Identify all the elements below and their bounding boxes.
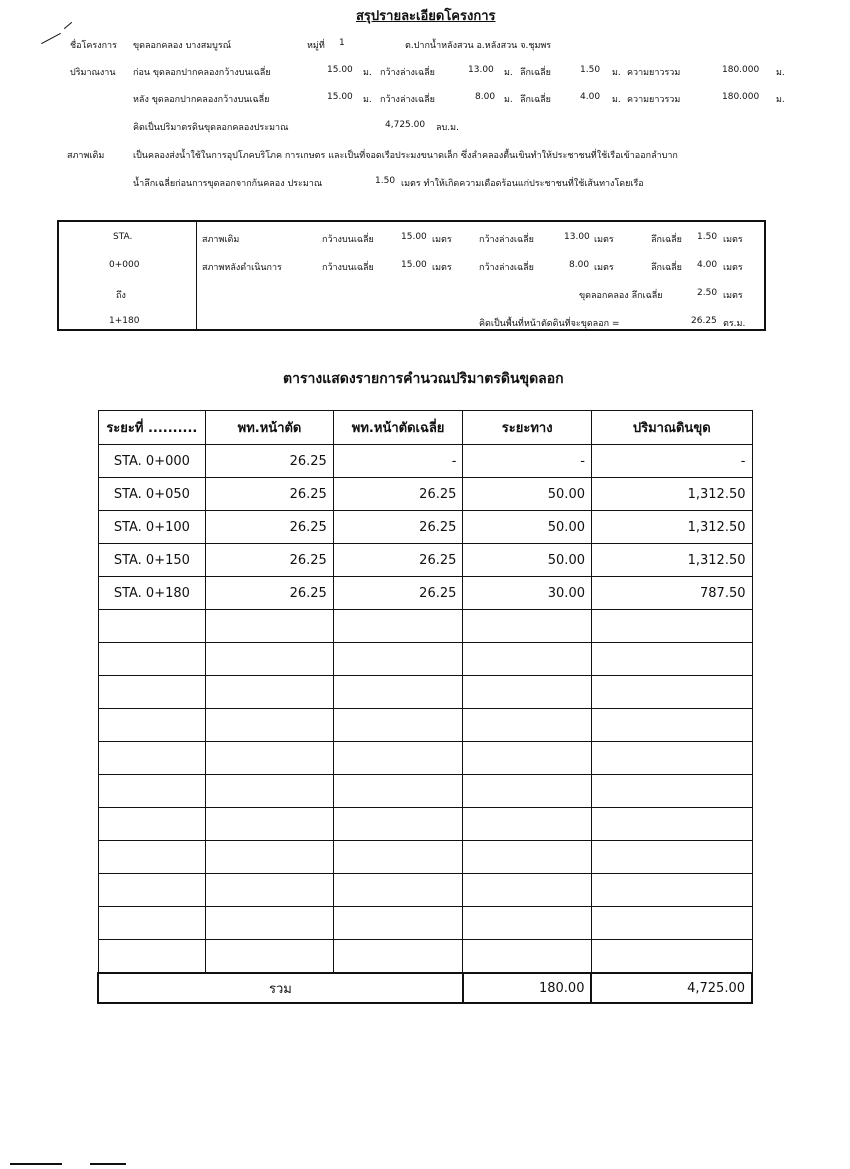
cross-section-area-cell: 26.25 — [206, 577, 334, 610]
station-cell: STA. 0+180 — [98, 577, 206, 610]
distance-cell — [463, 874, 592, 907]
sta-label: STA. — [113, 232, 133, 242]
row3-label: ขุดลอกคลอง ลึกเฉลี่ย — [579, 291, 663, 301]
depth-label: ลึกเฉลี่ย — [520, 95, 551, 105]
average-area-cell — [333, 874, 463, 907]
row1-bottom-unit: เมตร — [594, 235, 614, 245]
average-area-cell — [333, 643, 463, 676]
cross-section-area-cell: 26.25 — [206, 478, 334, 511]
unit: ม. — [612, 68, 621, 78]
bottom-width-label: กว้างล่างเฉลี่ย — [380, 95, 435, 105]
cross-section-area-cell — [206, 742, 334, 775]
total-label: รวม — [98, 973, 463, 1003]
station-cell: STA. 0+000 — [98, 445, 206, 478]
project-label: ชื่อโครงการ — [70, 41, 117, 51]
station-cell: STA. 0+100 — [98, 511, 206, 544]
row2-top-value: 15.00 — [401, 260, 427, 270]
average-area-cell: 26.25 — [333, 577, 463, 610]
column-header: ระยะที่ .......... — [98, 411, 206, 445]
cross-section-area-cell: 26.25 — [206, 511, 334, 544]
table-row — [98, 808, 752, 841]
average-area-cell — [333, 742, 463, 775]
row3-value: 2.50 — [697, 288, 718, 298]
box-divider — [196, 222, 197, 329]
cross-section-area-cell — [206, 907, 334, 940]
before-top-width: 15.00 — [327, 65, 353, 75]
document-title: สรุปรายละเอียดโครงการ — [356, 9, 496, 24]
excavation-volume-cell — [591, 940, 752, 974]
average-area-cell — [333, 610, 463, 643]
excavation-volume-cell — [591, 907, 752, 940]
station-cell — [98, 676, 206, 709]
excavation-volume-cell: 1,312.50 — [591, 478, 752, 511]
cross-section-area-cell — [206, 874, 334, 907]
excavation-volume-cell — [591, 742, 752, 775]
moo-label: หมู่ที่ — [307, 41, 325, 51]
average-area-cell — [333, 775, 463, 808]
column-header: ปริมาณดินขุด — [591, 411, 752, 445]
unit: ม. — [776, 95, 785, 105]
average-area-cell — [333, 676, 463, 709]
row1-bottom-value: 13.00 — [564, 232, 590, 242]
condition-line2-b: เมตร ทำให้เกิดความเดือดร้อนแก่ประชาชนที่ใช้เส้นทางโดยเรือ — [401, 179, 644, 189]
average-area-cell — [333, 808, 463, 841]
total-distance: 180.00 — [463, 973, 592, 1003]
sta-start: 0+000 — [109, 260, 140, 270]
distance-cell — [463, 907, 592, 940]
unit: ม. — [363, 68, 372, 78]
excavation-volume-cell: 1,312.50 — [591, 544, 752, 577]
average-area-cell — [333, 940, 463, 974]
cross-section-area-cell — [206, 709, 334, 742]
excavation-volume-cell — [591, 841, 752, 874]
before-label: ก่อน ขุดลอกปากคลองกว้างบนเฉลี่ย — [133, 68, 271, 78]
table-body — [98, 445, 752, 974]
distance-cell — [463, 610, 592, 643]
excavation-volume-cell — [591, 676, 752, 709]
cross-section-area-cell — [206, 775, 334, 808]
before-bottom-width: 13.00 — [468, 65, 494, 75]
before-length: 180.000 — [722, 65, 760, 75]
cross-section-area-cell — [206, 841, 334, 874]
table-row — [98, 709, 752, 742]
distance-cell: - — [463, 445, 592, 478]
excavation-volume-cell — [591, 709, 752, 742]
station-cell — [98, 742, 206, 775]
distance-cell — [463, 841, 592, 874]
table-row — [98, 841, 752, 874]
unit: ม. — [363, 95, 372, 105]
distance-cell: 50.00 — [463, 478, 592, 511]
total-row — [98, 973, 752, 1003]
cross-section-area-cell — [206, 676, 334, 709]
volume-unit: ลบ.ม. — [436, 123, 459, 133]
after-bottom-width: 8.00 — [475, 92, 496, 102]
scan-mark — [64, 22, 72, 29]
station-cell — [98, 808, 206, 841]
distance-cell — [463, 775, 592, 808]
distance-cell: 30.00 — [463, 577, 592, 610]
condition-label: สภาพเดิม — [67, 151, 105, 161]
row2-bottom-label: กว้างล่างเฉลี่ย — [479, 263, 534, 273]
column-header: ระยะทาง — [463, 411, 592, 445]
station-cell — [98, 775, 206, 808]
project-name: ขุดลอกคลอง บางสมบูรณ์ — [133, 41, 232, 51]
after-label: หลัง ขุดลอกปากคลองกว้างบนเฉลี่ย — [133, 95, 270, 105]
scan-mark — [41, 33, 61, 44]
moo-value: 1 — [339, 38, 345, 48]
station-cell — [98, 610, 206, 643]
cross-section-area-cell — [206, 643, 334, 676]
total-volume: 4,725.00 — [591, 973, 752, 1003]
excavation-volume-cell — [591, 610, 752, 643]
volume-calculation-table — [97, 410, 753, 1004]
table-row — [98, 511, 752, 544]
row2-depth-unit: เมตร — [723, 263, 743, 273]
table-row — [98, 940, 752, 974]
distance-cell — [463, 709, 592, 742]
excavation-volume-cell — [591, 643, 752, 676]
unit: ม. — [612, 95, 621, 105]
table-header-row — [98, 411, 752, 445]
distance-cell — [463, 808, 592, 841]
row2-depth-label: ลึกเฉลี่ย — [651, 263, 682, 273]
table-row — [98, 742, 752, 775]
volume-value: 4,725.00 — [385, 120, 426, 130]
station-cell: STA. 0+050 — [98, 478, 206, 511]
quantity-label: ปริมาณงาน — [70, 68, 116, 78]
row2-bottom-value: 8.00 — [569, 260, 590, 270]
table-row — [98, 577, 752, 610]
condition-line1: เป็นคลองส่งน้ำใช้ในการอุปโภคบริโภค การเกษตร และเป็นที่จอดเรือประมงขนาดเล็ก ซึ่งลำคลองตื้นเขินทำให้ประชาชนที่ใช้เรือเข้าออกลำบาก — [133, 151, 678, 161]
row4-label: คิดเป็นพื้นที่หน้าตัดดินที่จะขุดลอก = — [479, 319, 620, 329]
row1-label: สภาพเดิม — [202, 235, 240, 245]
distance-cell: 50.00 — [463, 511, 592, 544]
row2-top-label: กว้างบนเฉลี่ย — [322, 263, 374, 273]
row1-top-label: กว้างบนเฉลี่ย — [322, 235, 374, 245]
column-header: พท.หน้าตัด — [206, 411, 334, 445]
row2-label: สภาพหลังดำเนินการ — [202, 263, 282, 273]
length-label: ความยาวรวม — [627, 68, 681, 78]
average-area-cell: - — [333, 445, 463, 478]
excavation-volume-cell — [591, 808, 752, 841]
row3-unit: เมตร — [723, 291, 743, 301]
excavation-volume-cell: 787.50 — [591, 577, 752, 610]
station-cell — [98, 709, 206, 742]
row1-bottom-label: กว้างล่างเฉลี่ย — [479, 235, 534, 245]
cross-section-area-cell — [206, 940, 334, 974]
row1-top-unit: เมตร — [432, 235, 452, 245]
row4-unit: ตร.ม. — [723, 319, 746, 329]
unit: ม. — [776, 68, 785, 78]
distance-cell — [463, 940, 592, 974]
table-row — [98, 445, 752, 478]
unit: ม. — [504, 68, 513, 78]
average-area-cell: 26.25 — [333, 478, 463, 511]
cross-section-area-cell — [206, 808, 334, 841]
average-area-cell — [333, 907, 463, 940]
cross-section-area-cell — [206, 610, 334, 643]
sta-end: 1+180 — [109, 316, 140, 326]
excavation-volume-cell — [591, 775, 752, 808]
row1-depth-value: 1.50 — [697, 232, 718, 242]
station-cell: STA. 0+150 — [98, 544, 206, 577]
volume-label: คิดเป็นปริมาตรดินขุดลอกคลองประมาณ — [133, 123, 289, 133]
excavation-volume-cell: 1,312.50 — [591, 511, 752, 544]
distance-cell: 50.00 — [463, 544, 592, 577]
row4-value: 26.25 — [691, 316, 717, 326]
distance-cell — [463, 643, 592, 676]
unit: ม. — [504, 95, 513, 105]
after-depth: 4.00 — [580, 92, 601, 102]
distance-cell — [463, 676, 592, 709]
scan-mark — [90, 1163, 126, 1165]
table-row — [98, 907, 752, 940]
station-cell — [98, 874, 206, 907]
average-area-cell — [333, 709, 463, 742]
row2-depth-value: 4.00 — [697, 260, 718, 270]
station-cell — [98, 907, 206, 940]
column-header: พท.หน้าตัดเฉลี่ย — [333, 411, 463, 445]
scan-mark — [10, 1163, 62, 1165]
row1-depth-unit: เมตร — [723, 235, 743, 245]
table-row — [98, 676, 752, 709]
table-row — [98, 775, 752, 808]
table-title: ตารางแสดงรายการคำนวณปริมาตรดินขุดลอก — [283, 371, 564, 387]
cross-section-area-cell: 26.25 — [206, 544, 334, 577]
table-row — [98, 643, 752, 676]
excavation-volume-cell — [591, 874, 752, 907]
average-area-cell: 26.25 — [333, 511, 463, 544]
row2-top-unit: เมตร — [432, 263, 452, 273]
condition-line2-a: น้ำลึกเฉลี่ยก่อนการขุดลอกจากก้นคลอง ประมาณ — [133, 179, 323, 189]
station-summary-box — [57, 220, 766, 331]
condition-line2-depth: 1.50 — [375, 176, 396, 186]
average-area-cell — [333, 841, 463, 874]
station-cell — [98, 643, 206, 676]
cross-section-area-cell: 26.25 — [206, 445, 334, 478]
table-row — [98, 544, 752, 577]
before-depth: 1.50 — [580, 65, 601, 75]
depth-label: ลึกเฉลี่ย — [520, 68, 551, 78]
row1-top-value: 15.00 — [401, 232, 427, 242]
row2-bottom-unit: เมตร — [594, 263, 614, 273]
table-row — [98, 478, 752, 511]
table-row — [98, 874, 752, 907]
table-row — [98, 610, 752, 643]
station-cell — [98, 841, 206, 874]
station-cell — [98, 940, 206, 974]
after-length: 180.000 — [722, 92, 760, 102]
distance-cell — [463, 742, 592, 775]
excavation-volume-cell: - — [591, 445, 752, 478]
after-top-width: 15.00 — [327, 92, 353, 102]
length-label: ความยาวรวม — [627, 95, 681, 105]
bottom-width-label: กว้างล่างเฉลี่ย — [380, 68, 435, 78]
average-area-cell: 26.25 — [333, 544, 463, 577]
sta-to: ถึง — [116, 291, 126, 301]
location: ต.ปากน้ำหลังสวน อ.หลังสวน จ.ชุมพร — [405, 41, 552, 51]
row1-depth-label: ลึกเฉลี่ย — [651, 235, 682, 245]
